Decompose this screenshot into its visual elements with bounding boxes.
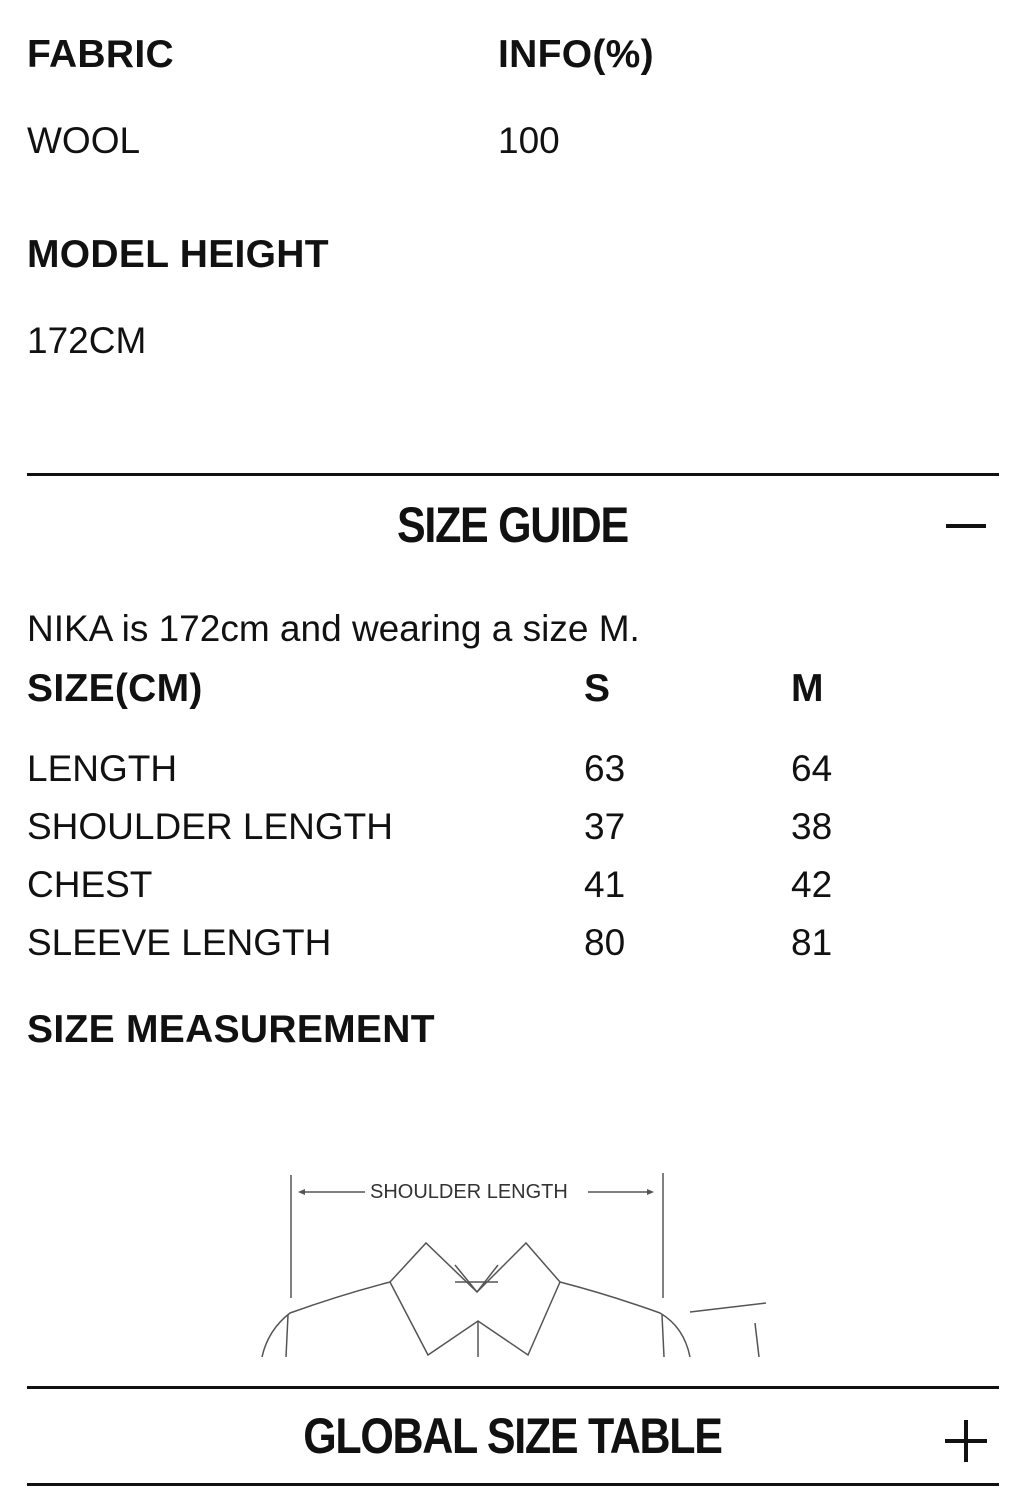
row-label-chest: CHEST bbox=[27, 864, 153, 905]
row-value-m: 81 bbox=[791, 922, 833, 963]
diagram-shoulder-length-label: SHOULDER LENGTH bbox=[370, 1181, 568, 1203]
model-note: NIKA is 172cm and wearing a size M. bbox=[27, 608, 640, 649]
row-label-shoulder-length: SHOULDER LENGTH bbox=[27, 806, 393, 847]
row-value-m: 38 bbox=[791, 806, 833, 847]
plus-icon[interactable] bbox=[945, 1420, 987, 1462]
garment-diagram bbox=[250, 1165, 780, 1360]
row-value-s: 41 bbox=[584, 864, 626, 905]
row-value-s: 37 bbox=[584, 806, 626, 847]
row-value-m: 64 bbox=[791, 748, 833, 789]
row-value-s: 63 bbox=[584, 748, 626, 789]
size-guide-header[interactable] bbox=[0, 476, 1025, 571]
size-table-header-m: M bbox=[791, 667, 824, 710]
row-label-length: LENGTH bbox=[27, 748, 178, 789]
fabric-value: WOOL bbox=[27, 120, 141, 161]
model-height-value: 172CM bbox=[27, 320, 147, 361]
row-value-m: 42 bbox=[791, 864, 833, 905]
global-size-table-header[interactable] bbox=[0, 1389, 1025, 1483]
info-percent-value: 100 bbox=[498, 120, 560, 161]
info-percent-label: INFO(%) bbox=[498, 33, 654, 76]
size-measurement-label: SIZE MEASUREMENT bbox=[27, 1008, 435, 1051]
minus-icon[interactable] bbox=[946, 524, 986, 528]
size-table-header-s: S bbox=[584, 667, 611, 710]
global-size-table-title: GLOBAL SIZE TABLE bbox=[303, 1408, 722, 1464]
model-height-label: MODEL HEIGHT bbox=[27, 233, 329, 276]
size-guide-title: SIZE GUIDE bbox=[397, 497, 628, 553]
fabric-label: FABRIC bbox=[27, 33, 174, 76]
row-value-s: 80 bbox=[584, 922, 626, 963]
divider-bottom bbox=[27, 1483, 999, 1486]
size-table-header-size: SIZE(CM) bbox=[27, 667, 203, 710]
row-label-sleeve-length: SLEEVE LENGTH bbox=[27, 922, 332, 963]
